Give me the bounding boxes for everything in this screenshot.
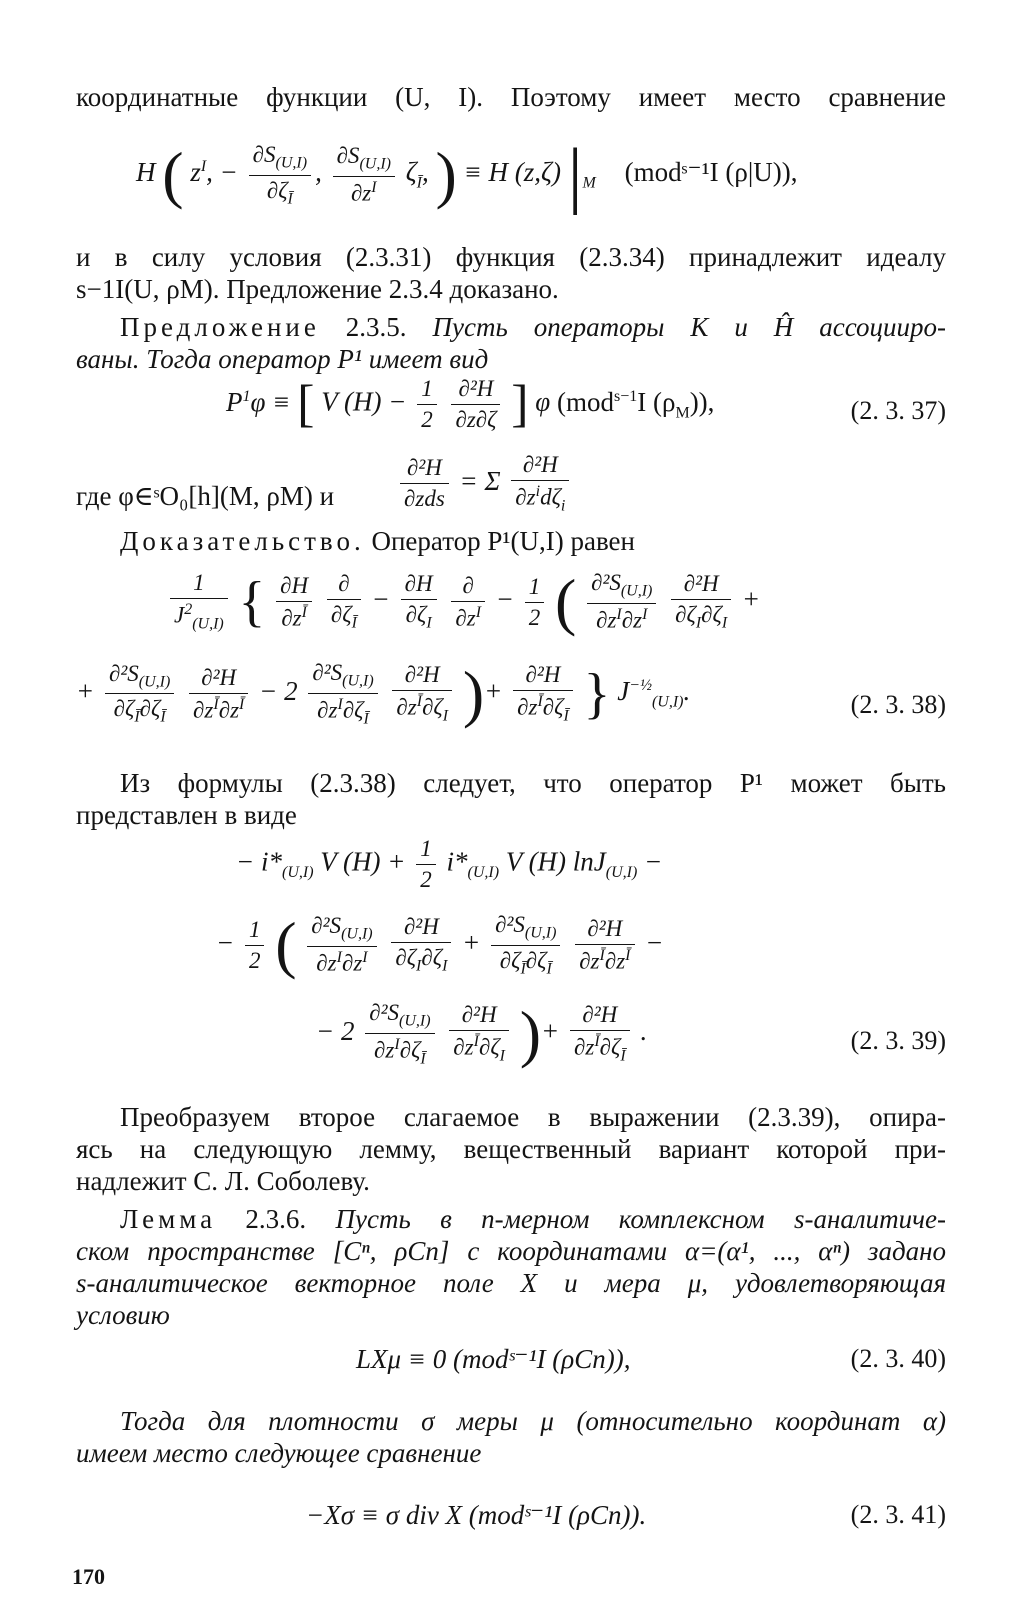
equation-H-comparison: H ( $z^I$, − $\frac{\partial S_{(U,I)}}{\partial\zeta_Ī}$ , $\frac{\partial S_{(U,I)}}{\partial z^I}$ $\zeta_Ī$, ) ≡ H (z,ζ) $|_M$ (modˢ⁻¹I (ρ|U)), [136, 134, 798, 216]
proof-text: Оператор P¹(U,I) равен [371, 526, 635, 556]
eq-H-right: ≡ H (z,ζ) [463, 157, 561, 188]
proposition-text: ваны. Тогда оператор P¹ имеет вид [76, 344, 489, 374]
eq-H-left: H [136, 157, 156, 188]
proposition-text: Пусть операторы K и Ĥ ассоцииро- [432, 312, 947, 342]
text-span: Преобразуем второе слагаемое в выражении (2.3.39), опира- [120, 1102, 946, 1132]
proposition-word: Предложение [120, 312, 320, 342]
text-line [76, 1408, 946, 1435]
proof-word: Доказательство. [120, 526, 365, 556]
text-line: ясь на следующую лемму, вещественный вариант которой при- [76, 1134, 946, 1164]
text-line: и в силу условия (2.3.31) функция (2.3.34) принадлежит идеалу [76, 242, 946, 272]
where-text: где φ∈ˢO₀[h](M, ρM) и [76, 481, 335, 511]
equation-2-3-39-line1: − $i*_{(U,I)}$ V (H) + $\frac{1}{2}$ $i*_{(U,I)}$ V (H) lnJ$_{(U,I)}$ − [236, 836, 663, 892]
lemma-text: Пусть в n-мерном комплексном s-аналитиче- [335, 1204, 947, 1234]
proof-line [76, 528, 635, 555]
equation-2-3-38-line1: $\frac{1}{J^2_{(U,I)}}$ { $\frac{\partial H}{\partial z^Ī}$ $\frac{\partial}{\partial\zeta_Ī}$ − $\frac{\partial H}{\partial\zeta_I}$ $\frac{\partial}{\partial z^I}$ − $\frac{1}{2}$ ( $\frac{\partial^2S_{(U,I)}}{\partial z^I\partial z^I}$ $\frac{\text{∂²H}}{\partial\zeta_I\partial\zeta_I}$ + [166, 570, 760, 634]
text-line: имеем место следующее сравнение [76, 1438, 482, 1468]
text-line [76, 1104, 946, 1131]
text-line: координатные функции (U, I). Поэтому имеет место сравнение [76, 82, 946, 112]
lemma-text: ском пространстве [Cⁿ, ρCn] с координатами α=(α¹, ..., αⁿ) задано [76, 1236, 946, 1266]
text-span: Тогда для плотности σ меры μ (относительно координат α) [120, 1406, 946, 1436]
page-number: 170 [72, 1564, 105, 1589]
text-line [76, 770, 946, 797]
equation-number: (2. 3. 39) [850, 1026, 946, 1055]
proposition-line [76, 314, 946, 341]
equation-number: (2. 3. 38) [850, 690, 946, 719]
equation-2-3-40: LXμ ≡ 0 (modˢ⁻¹I (ρCn)), [356, 1344, 631, 1374]
equation-2-3-39-line2: − $\frac{1}{2}$ ( $\frac{\partial^2S_{(U,I)}}{\partial z^I\partial z^I}$ $\frac{\text{∂²H}}{\partial\zeta_I\partial\zeta_I}$ + $\frac{\partial^2S_{(U,I)}}{\partial\zeta_Ī\partial\zeta_Ī}$ $\frac{\text{∂²H}}{\partial z^Ī\partial z^Ī}$ − [216, 909, 664, 981]
equation-2-3-38-line2: + $\frac{\partial^2S_{(U,I)}}{\partial\zeta_Ī\partial\zeta_Ī}$ $\frac{\text{∂²H}}{\partial z^Ī\partial z^Ī}$ − 2 $\frac{\partial^2S_{(U,I)}}{\partial z^I\partial\zeta_Ī}$ $\frac{\text{∂²H}}{\partial z^Ī\partial\zeta_I}$ )+ $\frac{\text{∂²H}}{\partial z^Ī\partial\zeta_Ī}$ } $J^{-\frac{1}{2}}_{(U,I)}$. [76, 657, 691, 729]
eq-H-mod: (modˢ⁻¹I (ρ|U)), [624, 157, 798, 188]
equation-number: (2. 3. 40) [850, 1344, 946, 1373]
lemma-text: s-аналитическое векторное поле X и мера μ, удовлетворяющая [76, 1268, 946, 1298]
equation-number: (2. 3. 37) [850, 396, 946, 425]
equation-where: $\frac{\text{∂²H}}{\text{∂zds}}$ = Σ $\frac{\text{∂²H}}{\partial z^id\zeta_i}$ [396, 452, 573, 515]
equation-2-3-37: $P^1\varphi$ ≡ [ V (H) − $\frac{1}{2}$ $\frac{\text{∂²H}}{\partial z\partial\zeta}$ ] φ (mod$^{s-1}$I $(\rho_M)$), [226, 375, 715, 433]
text-span: Из формулы (2.3.38) следует, что оператор P¹ может быть [120, 768, 946, 798]
equation-2-3-41: −Xσ ≡ σ div X (modˢ⁻¹I (ρCn)). [306, 1500, 647, 1530]
equation-2-3-39-line3: − 2 $\frac{\partial^2S_{(U,I)}}{\partial z^I\partial\zeta_Ī}$ $\frac{\text{∂²H}}{\partial z^Ī\partial\zeta_I}$ )+ $\frac{\text{∂²H}}{\partial z^Ī\partial\zeta_Ī}$ . [316, 997, 648, 1069]
text-line: s−1I(U, ρM). Предложение 2.3.4 доказано. [76, 274, 559, 304]
text-line: надлежит С. Л. Соболеву. [76, 1166, 370, 1196]
lemma-text: условию [76, 1300, 170, 1330]
lemma-word: Лемма [120, 1204, 217, 1234]
lemma-number: 2.3.6. [245, 1204, 307, 1234]
proposition-number: 2.3.5. [345, 312, 407, 342]
lemma-line [76, 1206, 946, 1233]
text-line: представлен в виде [76, 800, 297, 830]
equation-number: (2. 3. 41) [850, 1500, 946, 1529]
